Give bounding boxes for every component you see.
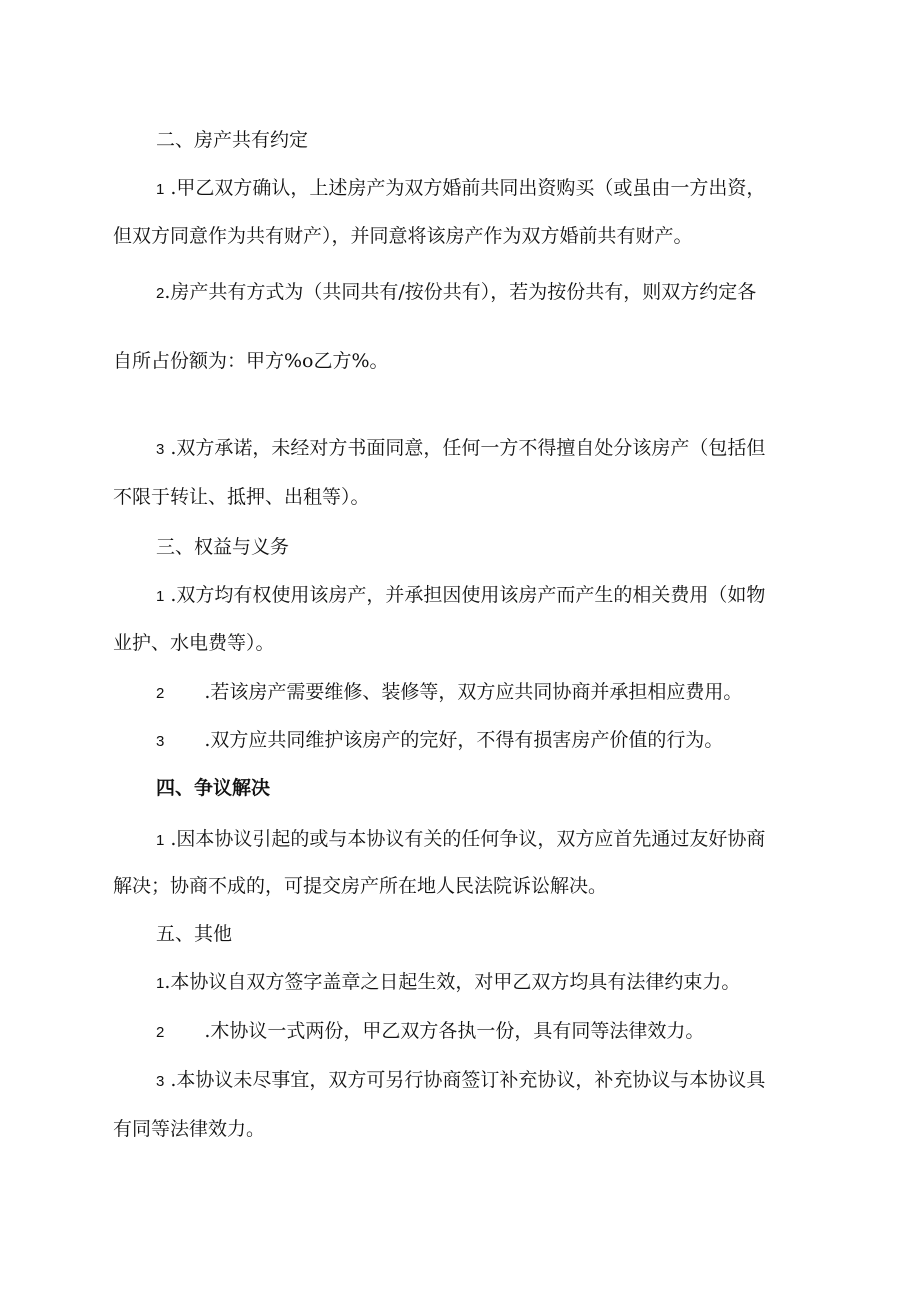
clause-4-1-line1	[156, 825, 765, 855]
clause-number: 1	[156, 975, 165, 992]
clause-text: .本协议自双方签字盖章之日起生效，对甲乙双方均具有法律约束力。	[164, 971, 741, 993]
clause-number: 3	[156, 1073, 165, 1090]
clause-text: .房产共有方式为（共同共有/按份共有），若为按份共有，则双方约定各	[164, 281, 757, 303]
clause-text: .因本协议引起的或与本协议有关的任何争议，双方应首先通过友好协商	[170, 828, 766, 850]
section-heading-3: 三、权益与义务	[156, 536, 290, 558]
clause-5-2	[156, 1017, 704, 1047]
clause-number: 2	[156, 685, 165, 702]
clause-text: .甲乙双方确认，上述房产为双方婚前共同出资购买（或虽由一方出资，	[170, 177, 766, 199]
clause-number: 1	[156, 832, 165, 849]
clause-5-3-line2: 有同等法律效力。	[113, 1118, 266, 1140]
clause-2-3-line2: 不限于转让、抵押、出租等）。	[113, 486, 370, 508]
clause-2-2-line2: 自所占份额为：甲方%o乙方%。	[113, 350, 389, 372]
clause-number: 3	[156, 441, 165, 458]
section-heading-5: 五、其他	[156, 923, 233, 945]
clause-number: 3	[156, 733, 165, 750]
clause-2-2-line1	[156, 278, 756, 308]
clause-5-1	[156, 968, 740, 998]
clause-3-1-line1	[156, 581, 765, 611]
clause-3-1-line2: 业护、水电费等）。	[113, 632, 275, 654]
clause-number: 2	[156, 285, 165, 302]
clause-text: .木协议一式两份，甲乙双方各执一份，具有同等法律效力。	[204, 1020, 705, 1042]
clause-text: .双方均有权使用该房产，并承担因使用该房产而产生的相关费用（如物	[170, 584, 766, 606]
clause-4-1-line2: 解决；协商不成的，可提交房产所在地人民法院诉讼解决。	[113, 875, 608, 897]
section-heading-2: 二、房产共有约定	[156, 129, 309, 151]
clause-text: .本协议未尽事宜，双方可另行协商签订补充协议，补充协议与本协议具	[170, 1069, 766, 1091]
clause-number: 2	[156, 1024, 165, 1041]
clause-number: 1	[156, 588, 165, 605]
clause-text: .双方应共同维护该房产的完好，不得有损害房产价值的行为。	[204, 729, 724, 751]
clause-3-3	[156, 726, 723, 756]
clause-2-3-line1	[156, 434, 765, 464]
clause-text: .双方承诺，未经对方书面同意，任何一方不得擅自处分该房产（包括但	[170, 437, 766, 459]
clause-3-2	[156, 678, 742, 708]
clause-text: .若该房产需要维修、装修等，双方应共同协商并承担相应费用。	[204, 681, 743, 703]
clause-2-1-line1	[156, 174, 765, 204]
clause-5-3-line1	[156, 1066, 765, 1096]
clause-2-1-line2: 但双方同意作为共有财产），并同意将该房产作为双方婚前共有财产。	[113, 225, 693, 247]
clause-number: 1	[156, 181, 165, 198]
section-heading-4: 四、争议解决	[156, 777, 271, 799]
